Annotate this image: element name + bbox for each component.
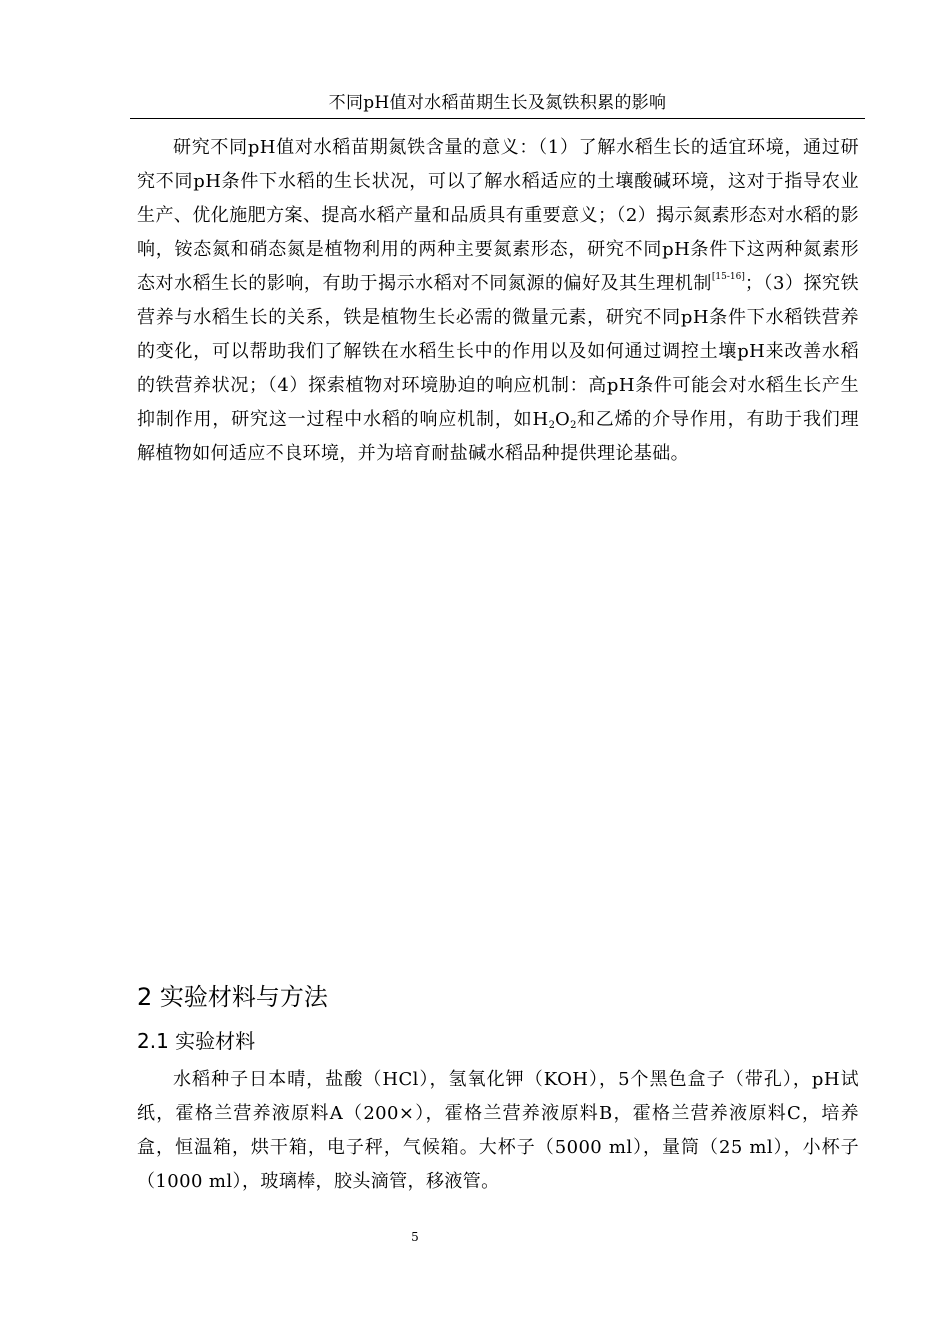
body-paragraph-materials: 水稻种子日本晴，盐酸（HCl），氢氧化钾（KOH），5个黑色盒子（带孔），pH试纸，霍格兰营养液原料A（200×），霍格兰营养液原料B，霍格兰营养液原料C，培养盒，恒温箱，烘干箱，电子秤，气候箱。大杯子（5000 ml），量筒（25 ml），小杯子（1000 ml），玻璃棒，胶头滴管，移液管。 [137,1069,859,1192]
chemical-subscript: 2 [548,420,555,431]
page-header-title: 不同pH值对水稻苗期生长及氮铁积累的影响 [328,93,667,113]
paragraph-text: 和乙烯的介导作用，有助于我们理解植物如何适应不良环境，并为培育耐盐碱水稻品种提供理论基础。 [137,409,860,464]
section-heading: 2 实验材料与方法 [137,983,328,1011]
chemical-subscript: 2 [570,420,577,431]
body-paragraph-significance [137,131,859,471]
citation-reference: [15-16] [711,272,745,282]
subsection-heading: 2.1 实验材料 [137,1029,256,1053]
paragraph-text: 研究不同pH值对水稻苗期氮铁含量的意义：（1）了解水稻生长的适宜环境，通过研究不同pH条件下水稻的生长状况，可以了解水稻适应的土壤酸碱环境，这对于指导农业生产、优化施肥方案、提高水稻产量和品质具有重要意义；（2）揭示氮素形态对水稻的影响，铵态氮和硝态氮是植物利用的两种主要氮素形态，研究不同pH条件下这两种氮素形态对水稻生长的影响，有助于揭示水稻对不同氮源的偏好及其生理机制 [137,137,859,294]
header-divider [130,118,865,119]
page-number: 5 [411,1230,419,1244]
paragraph-text: ；（3）探究铁营养与水稻生长的关系，铁是植物生长必需的微量元素，研究不同pH条件下水稻铁营养的变化，可以帮助我们了解铁在水稻生长中的作用以及如何通过调控土壤pH来改善水稻的铁营养状况；（4）探索植物对环境胁迫的响应机制：高pH条件可能会对水稻生长产生抑制作用，研究这一过程中水稻的响应机制，如H [137,273,859,430]
paragraph-text: O [554,409,571,430]
